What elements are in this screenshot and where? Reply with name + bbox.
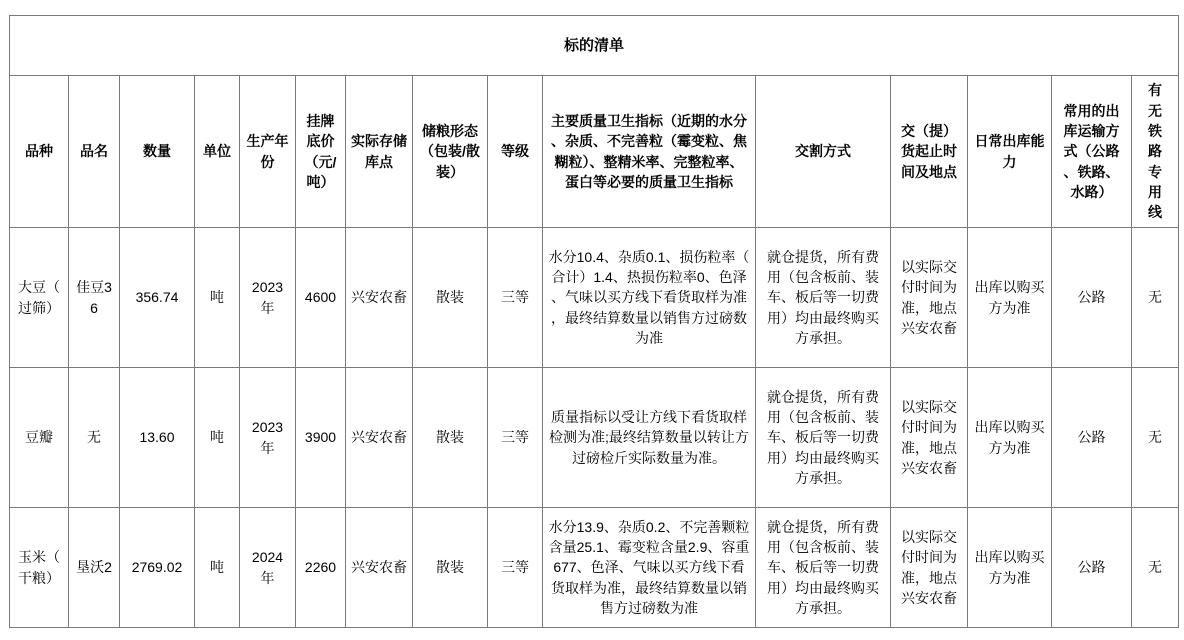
table-row [10, 228, 1179, 368]
cell-unit: 吨 [195, 228, 240, 368]
cell-variety: 豆瓣 [10, 368, 69, 508]
cell-quantity: 356.74 [120, 228, 195, 368]
cell-transport-mode: 公路 [1052, 508, 1132, 628]
cell-quality-indicators: 质量指标以受让方线下看货取样检测为准;最终结算数量以转让方过磅检斤实际数量为准。 [543, 368, 756, 508]
cell-production-year: 2023年 [240, 368, 296, 508]
cell-storage-form: 散装 [413, 228, 488, 368]
cell-delivery-method: 就仓提货，所有费用（包含板前、装车、板后等一切费用）均由最终购买方承担。 [756, 228, 891, 368]
cell-railway-line: 无 [1132, 228, 1179, 368]
header-product-name: 品名 [69, 76, 120, 228]
cell-variety: 大豆（过筛） [10, 228, 69, 368]
header-storage-location: 实际存储库点 [346, 76, 413, 228]
header-listing-base-price: 挂牌底价（元/吨） [296, 76, 346, 228]
table-row [10, 368, 1179, 508]
cell-product-name: 佳豆36 [69, 228, 120, 368]
cell-listing-base-price: 3900 [296, 368, 346, 508]
cell-delivery-method: 就仓提货，所有费用（包含板前、装车、板后等一切费用）均由最终购买方承担。 [756, 508, 891, 628]
cell-storage-location: 兴安农畜 [346, 228, 413, 368]
cell-grade: 三等 [488, 368, 543, 508]
header-variety: 品种 [10, 76, 69, 228]
cell-unit: 吨 [195, 368, 240, 508]
cell-storage-location: 兴安农畜 [346, 368, 413, 508]
header-row [10, 76, 1179, 228]
header-quantity: 数量 [120, 76, 195, 228]
cell-product-name: 无 [69, 368, 120, 508]
cell-pickup-time-place: 以实际交付时间为准，地点兴安农畜 [891, 508, 968, 628]
cell-quantity: 2769.02 [120, 508, 195, 628]
header-quality-indicators: 主要质量卫生指标（近期的水分、杂质、不完善粒（霉变粒、焦糊粒）、整精米率、完整粒率、蛋白等必要的质量卫生指标 [543, 76, 756, 228]
header-storage-form: 储粮形态（包装/散装） [413, 76, 488, 228]
cell-storage-form: 散装 [413, 368, 488, 508]
cell-quality-indicators: 水分10.4、杂质0.1、损伤粒率（合计）1.4、热损伤粒率0、色泽、气味以买方线下看货取样为准，最终结算数量以销售方过磅数为准 [543, 228, 756, 368]
cell-storage-location: 兴安农畜 [346, 508, 413, 628]
table-row [10, 508, 1179, 628]
header-production-year: 生产年份 [240, 76, 296, 228]
cell-railway-line: 无 [1132, 508, 1179, 628]
header-daily-outbound-capacity: 日常出库能力 [968, 76, 1052, 228]
cell-production-year: 2024年 [240, 508, 296, 628]
cell-transport-mode: 公路 [1052, 228, 1132, 368]
cell-quantity: 13.60 [120, 368, 195, 508]
header-pickup-time-place: 交（提）货起止时间及地点 [891, 76, 968, 228]
cell-listing-base-price: 2260 [296, 508, 346, 628]
cell-grade: 三等 [488, 228, 543, 368]
header-delivery-method: 交割方式 [756, 76, 891, 228]
title-row [10, 16, 1179, 76]
lots-table [9, 15, 1179, 628]
cell-storage-form: 散装 [413, 508, 488, 628]
cell-pickup-time-place: 以实际交付时间为准，地点兴安农畜 [891, 228, 968, 368]
cell-grade: 三等 [488, 508, 543, 628]
cell-production-year: 2023年 [240, 228, 296, 368]
cell-daily-outbound-capacity: 出库以购买方为准 [968, 228, 1052, 368]
cell-listing-base-price: 4600 [296, 228, 346, 368]
cell-unit: 吨 [195, 508, 240, 628]
cell-quality-indicators: 水分13.9、杂质0.2、不完善颗粒含量25.1、霉变粒含量2.9、容重677、色泽、气味以买方线下看货取样为准，最终结算数量以销售方过磅数为准 [543, 508, 756, 628]
cell-pickup-time-place: 以实际交付时间为准，地点兴安农畜 [891, 368, 968, 508]
header-unit: 单位 [195, 76, 240, 228]
table-title: 标的清单 [10, 16, 1179, 76]
cell-daily-outbound-capacity: 出库以购买方为准 [968, 508, 1052, 628]
cell-product-name: 垦沃2 [69, 508, 120, 628]
header-transport-mode: 常用的出库运输方式（公路、铁路、水路） [1052, 76, 1132, 228]
header-railway-line: 有无铁路专用线 [1132, 76, 1179, 228]
cell-delivery-method: 就仓提货，所有费用（包含板前、装车、板后等一切费用）均由最终购买方承担。 [756, 368, 891, 508]
header-grade: 等级 [488, 76, 543, 228]
cell-railway-line: 无 [1132, 368, 1179, 508]
cell-daily-outbound-capacity: 出库以购买方为准 [968, 368, 1052, 508]
cell-transport-mode: 公路 [1052, 368, 1132, 508]
cell-variety: 玉米（干粮） [10, 508, 69, 628]
